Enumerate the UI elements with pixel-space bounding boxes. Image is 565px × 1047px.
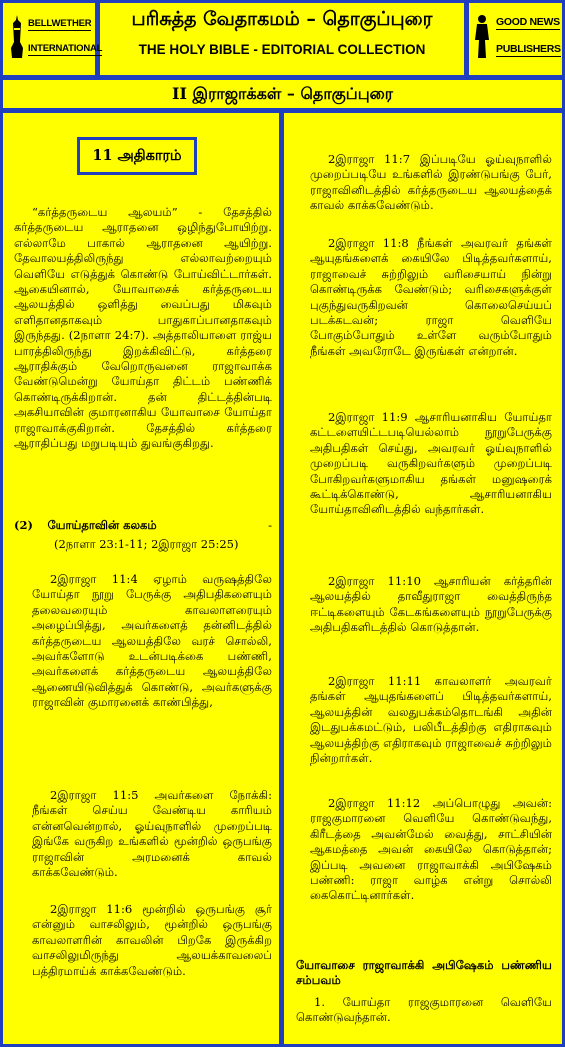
verse-11-6: 2இராஜா 11:6 மூன்றில் ஒருபங்கு சூர் என்னும் வாசலிலும், மூன்றில் ஒருபங்கு காவலாளரின் காவலின் பிறகே இருக்கிற வாசலிலுமிருந்து ஆலயக்காவலைப் பத்திரமாய்க் காக்கவேண்டும்.	[32, 902, 272, 978]
verse-11-9: 2இராஜா 11:9 ஆசாரியனாகிய யோய்தா கட்டளையிட்டபடியெல்லாம் நூறுபேருக்கு அதிபதிகள் செய்து, அவரவர் ஓய்வுநாளில் முறைப்படி வருகிறவர்களும் முறைப்படி போகிறவர்களுமாகிய தங்கள் மனுஷரைக் கூட்டிக்கொண்டு, ஆசாரியனாகிய யோய்தாவினிடத்தில் வந்தார்கள்.	[310, 410, 552, 517]
chapter-label: 11 அதிகாரம்	[77, 137, 197, 175]
bell-icon	[10, 14, 24, 60]
section-number: (2)	[14, 518, 33, 532]
bellwether-logo	[8, 10, 103, 70]
section-title: யோய்தாவின் கலகம்	[47, 518, 157, 532]
good-news-logo	[472, 10, 560, 70]
subheading: யோவாசை ராஜாவாக்கி அபிஷேகம் பண்ணிய சம்பவம்	[296, 958, 552, 988]
logo-right-line2: PUBLISHERS	[496, 43, 561, 55]
verse-11-5: 2இராஜா 11:5 அவர்களை நோக்கி: நீங்கள் செய்ய வேண்டிய காரியம் என்னவென்றால், ஓய்வுநாளில் முறைப்படி இங்கே வருகிற உங்களில் மூன்றில் ஒருபங்கு ராஜாவின் அரமனைக் காவல் காக்கவேண்டும்.	[32, 788, 272, 880]
logo-left-line1: BELLWETHER	[28, 18, 92, 29]
verse-11-4: 2இராஜா 11:4 ஏழாம் வருஷத்திலே யோய்தா நூறு பேருக்கு அதிபதிகளையும் தலைவரையும் காவலாளரையும் அழைப்பித்து, அவர்களைத் தன்னிடத்தில் கர்த்தருடைய ஆலயத்திலே வரச் சொல்லி, அவர்களோடு உடன்படிக்கை பண்ணி, அவர்களைக் கர்த்தருடைய ஆலயத்திலே ஆணையிடுவித்துக் கொண்டு, அவர்களுக்கு ராஜாவின் குமாரனைக் காண்பித்து,	[32, 572, 272, 710]
verse-11-7: 2இராஜா 11:7 இப்படியே ஓய்வுநாளில் முறைப்படியே உங்களில் இரண்டுபங்கு பேர், ராஜாவினிடத்தில் கர்த்தருடைய ஆலயத்தைக் காவல் காக்கவேண்டும்.	[310, 152, 552, 213]
section-refs: (2நாளா 23:1-11; 2இராஜா 25:25)	[54, 537, 239, 551]
intro-paragraph: “கர்த்தருடைய ஆலயம்” - தேசத்தில் கர்த்தருடைய ஆராதனை ஒழிந்துபோயிற்று. எல்லாமே பாகால் ஆராதனை ஆயிற்று. தேவாலயத்திலிருந்து எல்லாவற்றையும் வெளியே எடுத்துக் கொண்டு போய்விட்டார்கள். ஆகையினால், யோவாசைக் கர்த்தருடைய ஆலயத்தில் ஒளித்து வைப்பது மிகவும் எளிதானதாகவும் பாதுகாப்பானதாகவும் இருந்தது. (2நாளா 24:7). அத்தாலியாளை ராஜ்ய பாரத்திலிருந்து இறக்கிவிட்டு, கர்த்தரை ஆராதிக்கும் வேறொருவனை ராஜாவாக்க வேண்டுமென்று யோய்தா திட்டம் பண்ணிக் கொண்டிருக்கிறான். தன் திட்டத்தின்படி அகசியாவின் குமாரனாகிய யோவாசை யோய்தா ராஜாவாக்குகிறான். தேசத்தில் கர்த்தரை ஆராதிப்பது மறுபடியும் துவங்குகிறது.	[14, 205, 272, 451]
verse-11-12: 2இராஜா 11:12 அப்பொழுது அவன்: ராஜகுமாரனை வெளியே கொண்டுவந்து, கிரீடத்தை அவன்மேல் வைத்து, சாட்சியின் ஆகமத்தை அவன் கையிலே கொடுத்தான்; இப்படி அவனை ராஜாவாக்கி அபிஷேகம் பண்ணி: ராஜா வாழ்க என்று சொல்லி கைகொட்டினார்கள்.	[310, 796, 552, 903]
point-1: 1. யோய்தா ராஜகுமாரனை வெளியே கொண்டுவந்தான்.	[296, 995, 552, 1025]
page-title-english: THE HOLY BIBLE - EDITORIAL COLLECTION	[138, 42, 426, 57]
page-title-tamil: பரிசுத்த வேதாகமம் – தொகுப்புரை	[131, 8, 433, 30]
logo-right-line1: GOOD NEWS	[496, 16, 560, 28]
book-figure-icon	[474, 14, 490, 60]
logo-left-line2: INTERNATIONAL	[28, 43, 103, 54]
verse-11-10: 2இராஜா 11:10 ஆசாரியன் கர்த்தரின் ஆலயத்தில் தாவீதுராஜா வைத்திருந்த ஈட்டிகளையும் கேடகங்களையும் நூறுபேருக்கு அதிபதிகளிடத்தில் கொடுத்தான்.	[310, 574, 552, 635]
verse-11-11: 2இராஜா 11:11 காவலாளர் அவரவர் தங்கள் ஆயுதங்களைப் பிடித்தவர்களாய், ஆலயத்தின் வலதுபக்கம்தொடங்கி அதின் இடதுபக்கமட்டும், பலிபீடத்திற்கு எதிராகவும் ஆலயத்திற்கு எதிராகவும் ராஜாவைச் சுற்றிலும் நின்றார்கள்.	[310, 674, 552, 766]
book-title: II இராஜாக்கள் – தொகுப்புரை	[171, 84, 394, 103]
section-dash: -	[268, 518, 272, 532]
verse-11-8: 2இராஜா 11:8 நீங்கள் அவரவர் தங்கள் ஆயுதங்களைக் கையிலே பிடித்தவர்களாய், ராஜாவைச் சுற்றிலும் வரிசையாய் நின்று கொண்டிருக்க வேண்டும்; வரிசைகளுக்குள் புகுந்துவருகிறவன் கொலைசெய்யப் படக்கடவன்; ராஜா வெளியே போகும்போதும் உள்ளே வரும்போதும் நீங்கள் அவரோடே இருங்கள் என்றான்.	[310, 236, 552, 358]
section-heading	[14, 518, 272, 533]
